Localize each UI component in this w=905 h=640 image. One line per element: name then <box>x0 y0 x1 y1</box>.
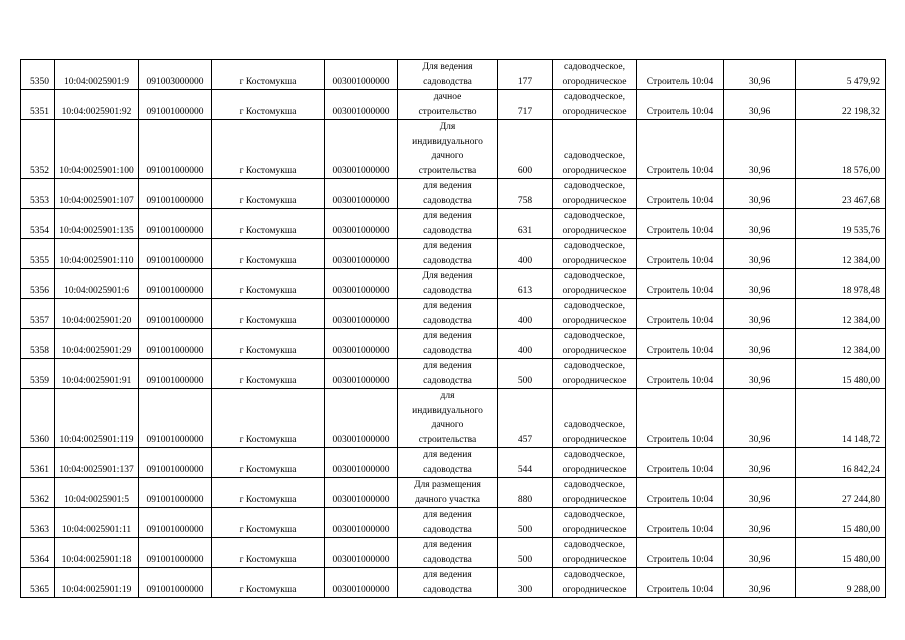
cell-number: 5362 <box>21 478 55 508</box>
cell-okato-code: 091001000000 <box>139 359 212 389</box>
cell-land-category: садоводческое, огородническое <box>553 90 637 120</box>
table-row <box>21 389 886 448</box>
cell-land-category: садоводческое, огородническое <box>553 209 637 239</box>
cell-permitted-use: для индивидуального дачного строительства <box>398 389 498 448</box>
cell-area: 631 <box>498 209 553 239</box>
cell-permitted-use: для ведения садоводства <box>398 239 498 269</box>
cell-cadastral-number: 10:04:0025901:6 <box>55 269 139 299</box>
cell-area: 717 <box>498 90 553 120</box>
cell-oktmo-code: 003001000000 <box>325 209 398 239</box>
cell-specific-value: 30,96 <box>724 179 796 209</box>
cell-specific-value: 30,96 <box>724 389 796 448</box>
cell-specific-value: 30,96 <box>724 239 796 269</box>
cell-land-category: садоводческое, огородническое <box>553 269 637 299</box>
cell-oktmo-code: 003001000000 <box>325 568 398 598</box>
cell-cadastral-number: 10:04:0025901:9 <box>55 60 139 90</box>
cell-settlement: г Костомукша <box>212 508 325 538</box>
cell-area: 457 <box>498 389 553 448</box>
cell-cadastral-number: 10:04:0025901:19 <box>55 568 139 598</box>
table-body <box>21 60 886 598</box>
cell-cadastral-value: 12 384,00 <box>796 239 886 269</box>
cell-oktmo-code: 003001000000 <box>325 389 398 448</box>
cell-cadastral-value: 22 198,32 <box>796 90 886 120</box>
cell-cadastral-number: 10:04:0025901:20 <box>55 299 139 329</box>
cell-cadastral-number: 10:04:0025901:29 <box>55 329 139 359</box>
cell-cadastral-number: 10:04:0025901:18 <box>55 538 139 568</box>
cell-cadastral-value: 15 480,00 <box>796 508 886 538</box>
cell-settlement: г Костомукша <box>212 329 325 359</box>
cell-cadastral-zone: Строитель 10:04 <box>637 568 724 598</box>
table-row <box>21 448 886 478</box>
cell-cadastral-value: 9 288,00 <box>796 568 886 598</box>
cell-cadastral-number: 10:04:0025901:5 <box>55 478 139 508</box>
cell-land-category: садоводческое, огородническое <box>553 179 637 209</box>
cell-cadastral-zone: Строитель 10:04 <box>637 448 724 478</box>
cell-permitted-use: для ведения садоводства <box>398 299 498 329</box>
cell-permitted-use: для ведения садоводства <box>398 568 498 598</box>
cell-cadastral-number: 10:04:0025901:135 <box>55 209 139 239</box>
cell-oktmo-code: 003001000000 <box>325 538 398 568</box>
cell-specific-value: 30,96 <box>724 329 796 359</box>
cell-cadastral-value: 27 244,80 <box>796 478 886 508</box>
cell-cadastral-number: 10:04:0025901:100 <box>55 120 139 179</box>
cell-settlement: г Костомукша <box>212 448 325 478</box>
cell-okato-code: 091001000000 <box>139 389 212 448</box>
table-row <box>21 239 886 269</box>
cell-cadastral-value: 12 384,00 <box>796 329 886 359</box>
cell-number: 5358 <box>21 329 55 359</box>
cell-settlement: г Костомукша <box>212 90 325 120</box>
cell-settlement: г Костомукша <box>212 568 325 598</box>
cell-okato-code: 091001000000 <box>139 90 212 120</box>
cell-permitted-use: Для ведения садоводства <box>398 60 498 90</box>
cell-okato-code: 091001000000 <box>139 269 212 299</box>
table-row <box>21 478 886 508</box>
cell-number: 5361 <box>21 448 55 478</box>
cell-oktmo-code: 003001000000 <box>325 478 398 508</box>
cell-settlement: г Костомукша <box>212 269 325 299</box>
cell-land-category: садоводческое, огородническое <box>553 299 637 329</box>
cell-permitted-use: Для размещения дачного участка <box>398 478 498 508</box>
cell-oktmo-code: 003001000000 <box>325 60 398 90</box>
cell-number: 5364 <box>21 538 55 568</box>
cell-cadastral-value: 18 576,00 <box>796 120 886 179</box>
cell-settlement: г Костомукша <box>212 538 325 568</box>
table-row <box>21 179 886 209</box>
cell-oktmo-code: 003001000000 <box>325 269 398 299</box>
cell-land-category: садоводческое, огородническое <box>553 329 637 359</box>
document-page <box>20 59 886 598</box>
cell-cadastral-zone: Строитель 10:04 <box>637 269 724 299</box>
cell-specific-value: 30,96 <box>724 538 796 568</box>
cell-settlement: г Костомукша <box>212 60 325 90</box>
cell-number: 5351 <box>21 90 55 120</box>
cell-cadastral-value: 23 467,68 <box>796 179 886 209</box>
cell-land-category: садоводческое, огородническое <box>553 478 637 508</box>
cell-okato-code: 091003000000 <box>139 60 212 90</box>
cell-settlement: г Костомукша <box>212 359 325 389</box>
cell-number: 5353 <box>21 179 55 209</box>
cell-number: 5359 <box>21 359 55 389</box>
cell-cadastral-value: 15 480,00 <box>796 359 886 389</box>
cell-cadastral-number: 10:04:0025901:11 <box>55 508 139 538</box>
cell-cadastral-zone: Строитель 10:04 <box>637 508 724 538</box>
cell-cadastral-number: 10:04:0025901:91 <box>55 359 139 389</box>
cell-settlement: г Костомукша <box>212 179 325 209</box>
cell-okato-code: 091001000000 <box>139 329 212 359</box>
cell-okato-code: 091001000000 <box>139 120 212 179</box>
cell-land-category: садоводческое, огородническое <box>553 60 637 90</box>
table-row <box>21 60 886 90</box>
cell-land-category: садоводческое, огородническое <box>553 389 637 448</box>
cell-area: 300 <box>498 568 553 598</box>
cell-cadastral-zone: Строитель 10:04 <box>637 538 724 568</box>
cell-okato-code: 091001000000 <box>139 508 212 538</box>
cell-cadastral-number: 10:04:0025901:107 <box>55 179 139 209</box>
cell-number: 5354 <box>21 209 55 239</box>
land-plots-table <box>20 59 886 598</box>
cell-okato-code: 091001000000 <box>139 538 212 568</box>
cell-oktmo-code: 003001000000 <box>325 90 398 120</box>
cell-settlement: г Костомукша <box>212 120 325 179</box>
cell-settlement: г Костомукша <box>212 389 325 448</box>
cell-okato-code: 091001000000 <box>139 568 212 598</box>
cell-permitted-use: для ведения садоводства <box>398 329 498 359</box>
cell-cadastral-value: 14 148,72 <box>796 389 886 448</box>
cell-permitted-use: для ведения садоводства <box>398 508 498 538</box>
cell-area: 600 <box>498 120 553 179</box>
cell-permitted-use: для ведения садоводства <box>398 209 498 239</box>
cell-land-category: садоводческое, огородническое <box>553 538 637 568</box>
table-row <box>21 120 886 179</box>
cell-cadastral-number: 10:04:0025901:137 <box>55 448 139 478</box>
cell-specific-value: 30,96 <box>724 209 796 239</box>
cell-specific-value: 30,96 <box>724 568 796 598</box>
cell-settlement: г Костомукша <box>212 478 325 508</box>
cell-area: 544 <box>498 448 553 478</box>
cell-area: 500 <box>498 359 553 389</box>
cell-specific-value: 30,96 <box>724 269 796 299</box>
cell-number: 5352 <box>21 120 55 179</box>
cell-settlement: г Костомукша <box>212 239 325 269</box>
cell-specific-value: 30,96 <box>724 90 796 120</box>
table-row <box>21 269 886 299</box>
cell-specific-value: 30,96 <box>724 478 796 508</box>
cell-okato-code: 091001000000 <box>139 179 212 209</box>
cell-specific-value: 30,96 <box>724 120 796 179</box>
cell-specific-value: 30,96 <box>724 299 796 329</box>
cell-oktmo-code: 003001000000 <box>325 239 398 269</box>
cell-cadastral-value: 19 535,76 <box>796 209 886 239</box>
cell-oktmo-code: 003001000000 <box>325 299 398 329</box>
cell-area: 500 <box>498 538 553 568</box>
cell-number: 5357 <box>21 299 55 329</box>
cell-cadastral-value: 18 978,48 <box>796 269 886 299</box>
cell-land-category: садоводческое, огородническое <box>553 508 637 538</box>
table-row <box>21 359 886 389</box>
cell-specific-value: 30,96 <box>724 60 796 90</box>
cell-permitted-use: для ведения садоводства <box>398 359 498 389</box>
cell-okato-code: 091001000000 <box>139 478 212 508</box>
cell-okato-code: 091001000000 <box>139 448 212 478</box>
cell-cadastral-zone: Строитель 10:04 <box>637 478 724 508</box>
cell-land-category: садоводческое, огородническое <box>553 359 637 389</box>
table-row <box>21 538 886 568</box>
cell-cadastral-value: 12 384,00 <box>796 299 886 329</box>
cell-area: 758 <box>498 179 553 209</box>
cell-land-category: садоводческое, огородническое <box>553 568 637 598</box>
cell-cadastral-zone: Строитель 10:04 <box>637 60 724 90</box>
table-row <box>21 299 886 329</box>
cell-cadastral-zone: Строитель 10:04 <box>637 389 724 448</box>
cell-area: 177 <box>498 60 553 90</box>
cell-okato-code: 091001000000 <box>139 239 212 269</box>
cell-number: 5355 <box>21 239 55 269</box>
cell-cadastral-number: 10:04:0025901:92 <box>55 90 139 120</box>
cell-cadastral-zone: Строитель 10:04 <box>637 329 724 359</box>
cell-cadastral-value: 5 479,92 <box>796 60 886 90</box>
cell-number: 5360 <box>21 389 55 448</box>
cell-cadastral-number: 10:04:0025901:119 <box>55 389 139 448</box>
cell-permitted-use: Для индивидуального дачного строительства <box>398 120 498 179</box>
cell-area: 880 <box>498 478 553 508</box>
cell-area: 613 <box>498 269 553 299</box>
cell-specific-value: 30,96 <box>724 359 796 389</box>
table-row <box>21 508 886 538</box>
cell-cadastral-number: 10:04:0025901:110 <box>55 239 139 269</box>
cell-land-category: садоводческое, огородническое <box>553 239 637 269</box>
cell-cadastral-zone: Строитель 10:04 <box>637 359 724 389</box>
table-row <box>21 209 886 239</box>
cell-cadastral-value: 15 480,00 <box>796 538 886 568</box>
cell-cadastral-zone: Строитель 10:04 <box>637 90 724 120</box>
cell-cadastral-value: 16 842,24 <box>796 448 886 478</box>
cell-cadastral-zone: Строитель 10:04 <box>637 179 724 209</box>
cell-number: 5356 <box>21 269 55 299</box>
cell-cadastral-zone: Строитель 10:04 <box>637 120 724 179</box>
cell-oktmo-code: 003001000000 <box>325 120 398 179</box>
cell-permitted-use: дачное строительство <box>398 90 498 120</box>
cell-permitted-use: для ведения садоводства <box>398 538 498 568</box>
cell-permitted-use: для ведения садоводства <box>398 179 498 209</box>
table-row <box>21 90 886 120</box>
cell-oktmo-code: 003001000000 <box>325 508 398 538</box>
cell-area: 400 <box>498 329 553 359</box>
cell-specific-value: 30,96 <box>724 508 796 538</box>
cell-settlement: г Костомукша <box>212 299 325 329</box>
cell-specific-value: 30,96 <box>724 448 796 478</box>
cell-oktmo-code: 003001000000 <box>325 448 398 478</box>
cell-cadastral-zone: Строитель 10:04 <box>637 239 724 269</box>
cell-number: 5365 <box>21 568 55 598</box>
cell-settlement: г Костомукша <box>212 209 325 239</box>
cell-land-category: садоводческое, огородническое <box>553 120 637 179</box>
cell-okato-code: 091001000000 <box>139 209 212 239</box>
cell-number: 5350 <box>21 60 55 90</box>
cell-oktmo-code: 003001000000 <box>325 179 398 209</box>
table-row <box>21 568 886 598</box>
cell-cadastral-zone: Строитель 10:04 <box>637 209 724 239</box>
cell-area: 400 <box>498 299 553 329</box>
cell-permitted-use: для ведения садоводства <box>398 448 498 478</box>
cell-area: 400 <box>498 239 553 269</box>
cell-permitted-use: Для ведения садоводства <box>398 269 498 299</box>
cell-land-category: садоводческое, огородническое <box>553 448 637 478</box>
cell-oktmo-code: 003001000000 <box>325 359 398 389</box>
cell-number: 5363 <box>21 508 55 538</box>
cell-area: 500 <box>498 508 553 538</box>
cell-okato-code: 091001000000 <box>139 299 212 329</box>
table-row <box>21 329 886 359</box>
cell-oktmo-code: 003001000000 <box>325 329 398 359</box>
cell-cadastral-zone: Строитель 10:04 <box>637 299 724 329</box>
